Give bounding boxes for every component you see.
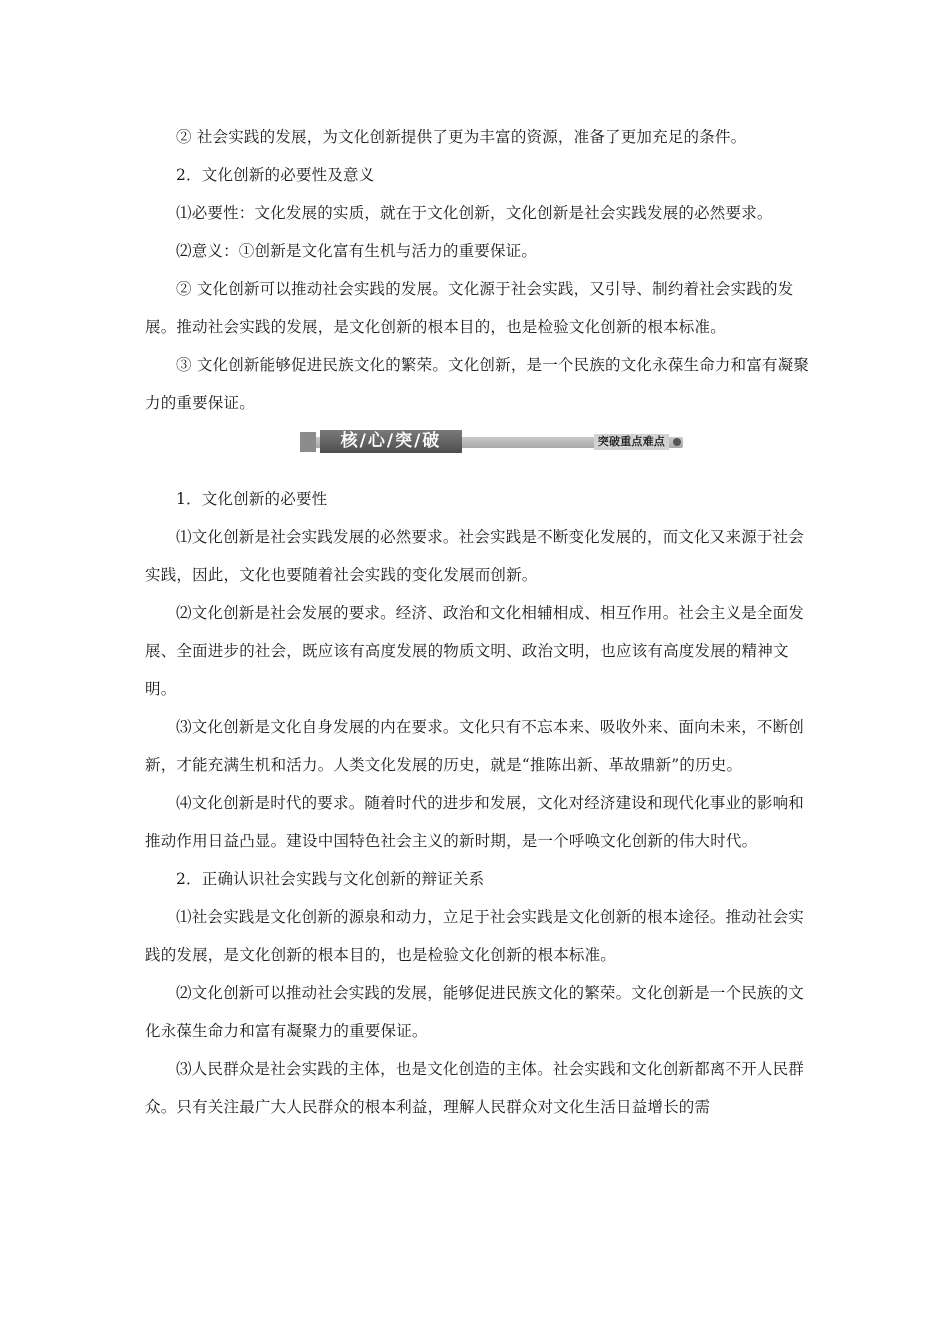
section-heading: 1．文化创新的必要性 [176,490,328,508]
paragraph: ⑵文化创新是社会发展的要求。经济、政治和文化相辅相成、相互作用。社会主义是全面发展、全面进步的社会，既应该有高度发展的物质文明、政治文明，也应该有高度发展的精神文明。 [145,604,805,698]
paragraph: ② 文化创新可以推动社会实践的发展。文化源于社会实践，又引导、制约着社会实践的发展。推动社会实践的发展，是文化创新的根本目的，也是检验文化创新的根本标准。 [145,280,794,336]
paragraph: ② 社会实践的发展，为文化创新提供了更为丰富的资源，准备了更加充足的条件。 [176,128,747,146]
paragraph: ⑴必要性：文化发展的实质，就在于文化创新，文化创新是社会实践发展的必然要求。 [176,204,773,222]
banner-left-tab [300,432,316,452]
paragraph: ⑷文化创新是时代的要求。随着时代的进步和发展，文化对经济建设和现代化事业的影响和推动作用日益凸显。建设中国特色社会主义的新时期，是一个呼唤文化创新的伟大时代。 [145,794,805,850]
paragraph: ③ 文化创新能够促进民族文化的繁荣。文化创新，是一个民族的文化永葆生命力和富有凝聚力的重要保证。 [145,356,810,412]
banner-subtitle: 突破重点难点 [594,434,669,450]
core-breakthrough-banner [300,430,683,453]
paragraph: ⑵文化创新可以推动社会实践的发展，能够促进民族文化的繁荣。文化创新是一个民族的文化永葆生命力和富有凝聚力的重要保证。 [145,984,805,1040]
paragraph: ⑵意义：①创新是文化富有生机与活力的重要保证。 [176,242,538,260]
paragraph: ⑴文化创新是社会实践发展的必然要求。社会实践是不断变化发展的，而文化又来源于社会实践，因此，文化也要随着社会实践的变化发展而创新。 [145,528,805,584]
paragraph: ⑴社会实践是文化创新的源泉和动力，立足于社会实践是文化创新的根本途径。推动社会实践的发展，是文化创新的根本目的，也是检验文化创新的根本标准。 [145,908,805,964]
paragraph: ⑶文化创新是文化自身发展的内在要求。文化只有不忘本来、吸收外来、面向未来，不断创新，才能充满生机和活力。人类文化发展的历史，就是“推陈出新、革故鼎新”的历史。 [145,718,805,774]
banner-title: 核/心/突/破 [320,430,462,453]
paragraph: ⑶人民群众是社会实践的主体，也是文化创造的主体。社会实践和文化创新都离不开人民群众。只有关注最广大人民群众的根本利益，理解人民群众对文化生活日益增长的需 [145,1060,805,1116]
section-heading: 2．文化创新的必要性及意义 [176,166,375,184]
section-banner [145,422,810,480]
section-heading: 2．正确认识社会实践与文化创新的辩证关系 [176,870,485,888]
bullet-dot-icon [673,438,681,446]
document-body [145,118,810,1126]
